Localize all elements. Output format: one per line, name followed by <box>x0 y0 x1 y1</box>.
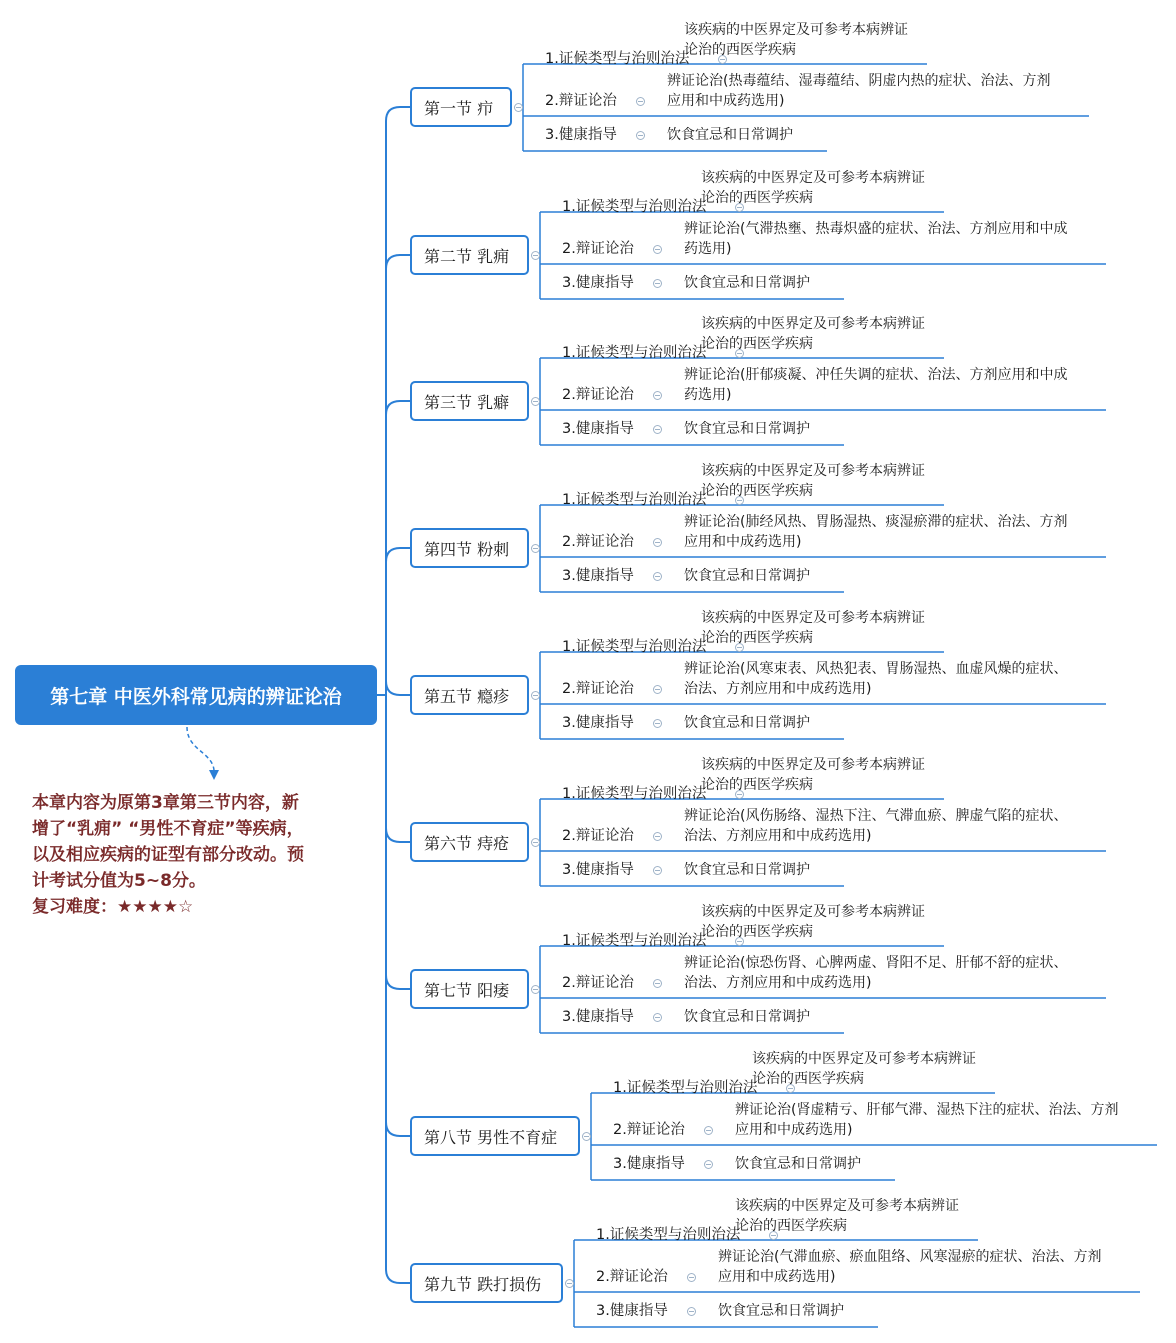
child-topic-label[interactable]: 3.健康指导 <box>562 568 634 584</box>
description-line: 论治的西医学疾病 <box>701 483 813 499</box>
child-description <box>735 1196 959 1236</box>
child-topic-label[interactable]: 1.证候类型与治则治法 <box>562 199 707 215</box>
description-line: 论治的西医学疾病 <box>701 336 813 352</box>
note-line: 增了“乳痈” “男性不育症”等疾病， <box>32 819 304 839</box>
child-topic-label[interactable]: 3.健康指导 <box>562 421 634 437</box>
note-line: 以及相应疾病的证型有部分改动。预 <box>32 845 304 865</box>
collapse-toggle-icon[interactable] <box>687 1273 696 1282</box>
description-line: 药选用) <box>684 241 732 257</box>
collapse-toggle-icon[interactable] <box>704 1126 713 1135</box>
description-line: 论治的西医学疾病 <box>735 1218 847 1234</box>
collapse-toggle-icon[interactable] <box>531 838 540 847</box>
collapse-toggle-icon[interactable] <box>687 1307 696 1316</box>
description-line: 辨证论治(热毒蕴结、湿毒蕴结、阴虚内热的症状、治法、方剂 <box>667 73 1051 89</box>
collapse-toggle-icon[interactable] <box>653 866 662 875</box>
child-description <box>684 419 810 439</box>
child-topic-label[interactable]: 1.证候类型与治则治法 <box>562 786 707 802</box>
collapse-toggle-icon[interactable] <box>704 1160 713 1169</box>
description-line: 饮食宜忌和日常调护 <box>684 275 810 291</box>
collapse-toggle-icon[interactable] <box>514 103 523 112</box>
child-description <box>735 1100 1118 1140</box>
child-description <box>684 713 810 733</box>
collapse-toggle-icon[interactable] <box>636 97 645 106</box>
collapse-toggle-icon[interactable] <box>653 1013 662 1022</box>
description-line: 药选用) <box>684 387 732 403</box>
collapse-toggle-icon[interactable] <box>653 685 662 694</box>
section-connector <box>386 548 410 695</box>
collapse-toggle-icon[interactable] <box>653 832 662 841</box>
description-line: 该疾病的中医界定及可参考本病辨证 <box>701 610 925 626</box>
child-topic-label[interactable]: 2.辩证论治 <box>562 828 634 844</box>
child-topic-label[interactable]: 2.辩证论治 <box>562 681 634 697</box>
child-topic-label[interactable]: 1.证候类型与治则治法 <box>562 639 707 655</box>
child-topic-label[interactable]: 3.健康指导 <box>596 1303 668 1319</box>
section-topic[interactable]: 第四节 粉刺 <box>410 528 529 568</box>
child-topic-label[interactable]: 3.健康指导 <box>562 275 634 291</box>
collapse-toggle-icon[interactable] <box>653 279 662 288</box>
description-line: 饮食宜忌和日常调护 <box>735 1156 861 1172</box>
description-line: 辨证论治(肾虚精亏、肝郁气滞、湿热下注的症状、治法、方剂 <box>735 1102 1119 1118</box>
description-line: 该疾病的中医界定及可参考本病辨证 <box>701 463 925 479</box>
child-topic-label[interactable]: 1.证候类型与治则治法 <box>545 51 690 67</box>
collapse-toggle-icon[interactable] <box>531 985 540 994</box>
description-line: 论治的西医学疾病 <box>701 190 813 206</box>
child-description <box>718 1247 1101 1287</box>
description-line: 饮食宜忌和日常调护 <box>684 568 810 584</box>
section-connector <box>386 695 410 1136</box>
section-topic[interactable]: 第二节 乳痈 <box>410 235 529 275</box>
description-line: 辨证论治(气滞血瘀、瘀血阻络、风寒湿瘀的症状、治法、方剂 <box>718 1249 1102 1265</box>
description-line: 该疾病的中医界定及可参考本病辨证 <box>684 22 908 38</box>
child-topic-label[interactable]: 1.证候类型与治则治法 <box>562 492 707 508</box>
description-line: 论治的西医学疾病 <box>701 630 813 646</box>
collapse-toggle-icon[interactable] <box>636 131 645 140</box>
child-topic-label[interactable]: 2.辩证论治 <box>545 93 617 109</box>
child-description <box>684 365 1067 405</box>
child-description <box>684 219 1067 259</box>
child-topic-label[interactable]: 3.健康指导 <box>545 127 617 143</box>
description-line: 应用和中成药选用) <box>735 1122 853 1138</box>
note-line: 复习难度：★★★★☆ <box>32 897 194 917</box>
child-description <box>667 71 1050 111</box>
child-description <box>667 125 793 145</box>
description-line: 饮食宜忌和日常调护 <box>684 421 810 437</box>
description-line: 论治的西医学疾病 <box>684 42 796 58</box>
child-description <box>684 659 1067 699</box>
collapse-toggle-icon[interactable] <box>653 572 662 581</box>
description-line: 应用和中成药选用) <box>667 93 785 109</box>
child-description <box>684 860 810 880</box>
child-description <box>684 512 1067 552</box>
description-line: 治法、方剂应用和中成药选用) <box>684 975 872 991</box>
collapse-toggle-icon[interactable] <box>531 544 540 553</box>
child-description <box>701 314 925 354</box>
description-line: 饮食宜忌和日常调护 <box>684 862 810 878</box>
collapse-toggle-icon[interactable] <box>582 1132 591 1141</box>
description-line: 该疾病的中医界定及可参考本病辨证 <box>752 1051 976 1067</box>
description-line: 辨证论治(风伤肠络、湿热下注、气滞血瘀、脾虚气陷的症状、 <box>684 808 1068 824</box>
section-connector <box>386 695 410 842</box>
description-line: 应用和中成药选用) <box>718 1269 836 1285</box>
child-topic-label[interactable]: 1.证候类型与治则治法 <box>562 933 707 949</box>
child-topic-label[interactable]: 2.辩证论治 <box>596 1269 668 1285</box>
description-line: 该疾病的中医界定及可参考本病辨证 <box>701 316 925 332</box>
child-description <box>684 953 1067 993</box>
section-topic[interactable]: 第六节 痔疮 <box>410 822 529 862</box>
section-connector <box>386 681 410 695</box>
description-line: 论治的西医学疾病 <box>701 777 813 793</box>
section-topic[interactable]: 第一节 疖 <box>410 87 512 127</box>
collapse-toggle-icon[interactable] <box>653 425 662 434</box>
child-topic-label[interactable]: 1.证候类型与治则治法 <box>562 345 707 361</box>
description-line: 辨证论治(气滞热壅、热毒炽盛的症状、治法、方剂应用和中成 <box>684 221 1068 237</box>
note-pointer-arrow <box>209 770 219 780</box>
collapse-toggle-icon[interactable] <box>565 1279 574 1288</box>
note-pointer-line <box>187 727 214 770</box>
description-line: 饮食宜忌和日常调护 <box>667 127 793 143</box>
child-description <box>684 273 810 293</box>
child-topic-label[interactable]: 3.健康指导 <box>562 1009 634 1025</box>
description-line: 论治的西医学疾病 <box>752 1071 864 1087</box>
child-topic-label[interactable]: 2.辩证论治 <box>562 387 634 403</box>
description-line: 该疾病的中医界定及可参考本病辨证 <box>701 170 925 186</box>
child-description <box>752 1049 976 1089</box>
note-line: 计考试分值为5~8分。 <box>32 871 206 891</box>
collapse-toggle-icon[interactable] <box>653 245 662 254</box>
child-topic-label[interactable]: 1.证候类型与治则治法 <box>613 1080 758 1096</box>
child-description <box>701 902 925 942</box>
description-line: 该疾病的中医界定及可参考本病辨证 <box>701 904 925 920</box>
chapter-note <box>32 790 372 920</box>
child-topic-label[interactable]: 3.健康指导 <box>613 1156 685 1172</box>
child-topic-label[interactable]: 3.健康指导 <box>562 715 634 731</box>
description-line: 饮食宜忌和日常调护 <box>718 1303 844 1319</box>
note-line: 本章内容为原第3章第三节内容，新 <box>32 793 299 813</box>
child-description <box>684 566 810 586</box>
collapse-toggle-icon[interactable] <box>653 538 662 547</box>
description-line: 论治的西医学疾病 <box>701 924 813 940</box>
section-topic[interactable]: 第三节 乳癖 <box>410 381 529 421</box>
child-description <box>701 461 925 501</box>
collapse-toggle-icon[interactable] <box>653 979 662 988</box>
child-description <box>684 1007 810 1027</box>
child-description <box>735 1154 861 1174</box>
section-topic[interactable]: 第八节 男性不育症 <box>410 1116 580 1156</box>
section-topic[interactable]: 第九节 跌打损伤 <box>410 1263 563 1303</box>
child-topic-label[interactable]: 2.辩证论治 <box>562 241 634 257</box>
description-line: 辨证论治(风寒束表、风热犯表、胃肠湿热、血虚风燥的症状、 <box>684 661 1068 677</box>
child-description <box>701 755 925 795</box>
collapse-toggle-icon[interactable] <box>531 397 540 406</box>
collapse-toggle-icon[interactable] <box>531 251 540 260</box>
child-topic-label[interactable]: 1.证候类型与治则治法 <box>596 1227 741 1243</box>
child-topic-label[interactable]: 2.辩证论治 <box>562 975 634 991</box>
description-line: 应用和中成药选用) <box>684 534 802 550</box>
child-topic-label[interactable]: 2.辩证论治 <box>613 1122 685 1138</box>
description-line: 饮食宜忌和日常调护 <box>684 1009 810 1025</box>
collapse-toggle-icon[interactable] <box>653 719 662 728</box>
section-connector <box>386 255 410 695</box>
child-description <box>718 1301 844 1321</box>
child-topic-label[interactable]: 2.辩证论治 <box>562 534 634 550</box>
collapse-toggle-icon[interactable] <box>653 391 662 400</box>
description-line: 该疾病的中医界定及可参考本病辨证 <box>701 757 925 773</box>
child-description <box>684 806 1067 846</box>
child-description <box>701 608 925 648</box>
description-line: 辨证论治(惊恐伤肾、心脾两虚、肾阳不足、肝郁不舒的症状、 <box>684 955 1068 971</box>
root-topic[interactable]: 第七章 中医外科常见病的辨证论治 <box>15 665 377 725</box>
description-line: 治法、方剂应用和中成药选用) <box>684 681 872 697</box>
description-line: 饮食宜忌和日常调护 <box>684 715 810 731</box>
child-topic-label[interactable]: 3.健康指导 <box>562 862 634 878</box>
collapse-toggle-icon[interactable] <box>531 691 540 700</box>
description-line: 治法、方剂应用和中成药选用) <box>684 828 872 844</box>
description-line: 辨证论治(肺经风热、胃肠湿热、痰湿瘀滞的症状、治法、方剂 <box>684 514 1068 530</box>
section-topic[interactable]: 第五节 瘾疹 <box>410 675 529 715</box>
description-line: 辨证论治(肝郁痰凝、冲任失调的症状、治法、方剂应用和中成 <box>684 367 1068 383</box>
child-description <box>701 168 925 208</box>
description-line: 该疾病的中医界定及可参考本病辨证 <box>735 1198 959 1214</box>
section-topic[interactable]: 第七节 阳痿 <box>410 969 529 1009</box>
child-description <box>684 20 908 60</box>
